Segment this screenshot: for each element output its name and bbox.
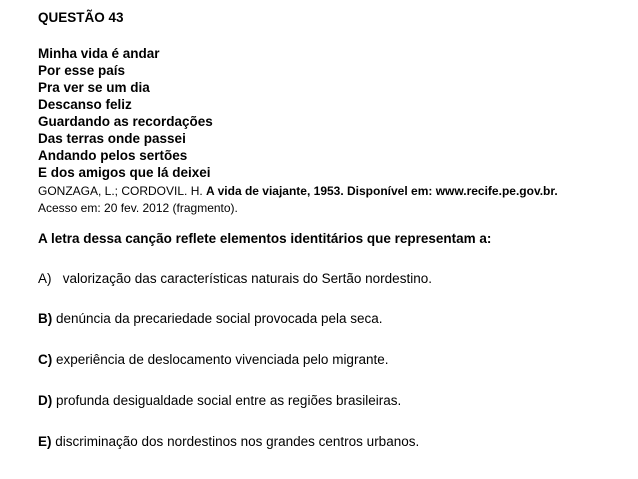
- poem-line-6: Das terras onde passei: [38, 131, 186, 146]
- option-d[interactable]: [38, 392, 401, 409]
- question-prompt: A letra dessa canção reflete elementos identitários que representam a:: [38, 231, 492, 246]
- option-b-letter: B): [38, 311, 53, 326]
- poem-line-4: Descanso feliz: [38, 97, 132, 112]
- option-e[interactable]: [38, 433, 419, 450]
- option-e-letter: E): [38, 434, 52, 449]
- option-c[interactable]: [38, 351, 388, 368]
- question-title: QUESTÃO 43: [38, 10, 124, 25]
- source-authors: GONZAGA, L.; CORDOVIL. H.: [38, 184, 203, 198]
- option-d-text: profunda desigualdade social entre as regiões brasileiras.: [56, 393, 402, 408]
- source-access: Acesso em: 20 fev. 2012 (fragmento).: [38, 201, 238, 215]
- option-a-letter: A): [38, 271, 52, 286]
- option-d-letter: D): [38, 393, 53, 408]
- poem-line-7: Andando pelos sertões: [38, 148, 188, 163]
- poem-line-8: E dos amigos que lá deixei: [38, 165, 211, 180]
- source-citation: [38, 183, 558, 199]
- poem-line-5: Guardando as recordações: [38, 114, 213, 129]
- option-e-text: discriminação dos nordestinos nos grandes centros urbanos.: [55, 434, 420, 449]
- poem-line-3: Pra ver se um dia: [38, 80, 150, 95]
- option-b[interactable]: [38, 310, 383, 327]
- source-work: A vida de viajante, 1953. Disponível em: www.recife.pe.gov.br.: [206, 184, 558, 198]
- poem-line-1: Minha vida é andar: [38, 46, 160, 61]
- poem-line-2: Por esse país: [38, 63, 126, 78]
- option-c-letter: C): [38, 352, 53, 367]
- option-a[interactable]: [38, 270, 432, 287]
- option-b-text: denúncia da precariedade social provocada pela seca.: [56, 311, 383, 326]
- option-c-text: experiência de deslocamento vivenciada pelo migrante.: [56, 352, 389, 367]
- option-a-text: valorização das características naturais do Sertão nordestino.: [62, 271, 432, 286]
